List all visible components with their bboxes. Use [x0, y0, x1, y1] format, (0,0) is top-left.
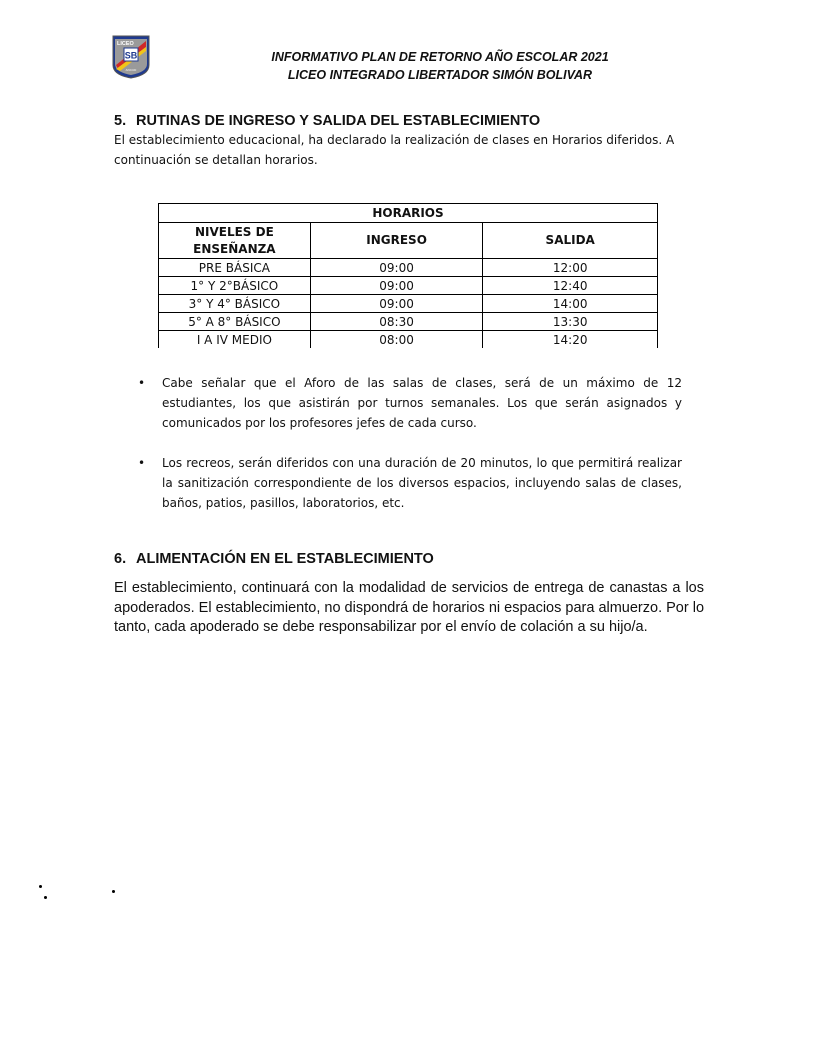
cell-entry: 09:00: [310, 277, 483, 295]
section5-intro-line2: continuación se detallan horarios.: [114, 153, 318, 167]
column-header-level: [159, 223, 311, 259]
logo-top-text: LICEO: [117, 41, 134, 47]
cell-exit: 12:00: [483, 259, 658, 277]
stray-mark: [112, 890, 115, 893]
bullet-text-recreos: Los recreos, serán diferidos con una duración de 20 minutos, lo que permitirá realizar la sanitización correspondiente de los diversos espacios, incluyendo salas de clases, baños, patios, pasillos, laboratorios, etc.: [162, 456, 682, 510]
column-header-level-line1: NIVELES DE: [194, 224, 274, 239]
cell-level: 5° A 8° BÁSICO: [159, 313, 311, 331]
cell-entry: 08:00: [310, 331, 483, 349]
table-row: [159, 259, 658, 277]
cell-entry: 09:00: [310, 259, 483, 277]
cell-exit: 13:30: [483, 313, 658, 331]
section6-heading: [114, 551, 434, 567]
section5-intro: [114, 130, 694, 170]
table-row: [159, 313, 658, 331]
column-header-level-line2: ENSEÑANZA: [193, 241, 276, 256]
document-header-line2: LICEO INTEGRADO LIBERTADOR SIMÓN BOLIVAR: [287, 68, 593, 82]
list-item: [138, 373, 682, 433]
column-header-exit: SALIDA: [483, 223, 658, 259]
cell-exit: 12:40: [483, 277, 658, 295]
logo-bottom-text: ANCUD: [125, 68, 137, 72]
schedule-table-title: HORARIOS: [159, 204, 658, 223]
cell-level: 3° Y 4° BÁSICO: [159, 295, 311, 313]
table-row: [159, 295, 658, 313]
stray-mark: [44, 896, 47, 899]
table-row: [159, 277, 658, 295]
cell-exit: 14:20: [483, 331, 658, 349]
cell-level: I A IV MEDIO: [159, 331, 311, 349]
cell-level: 1° Y 2°BÁSICO: [159, 277, 311, 295]
section6-number: 6.: [114, 551, 127, 567]
section6-body: El establecimiento, continuará con la modalidad de servicios de entrega de canastas a los apoderados. El establecimiento, no dispondrá de horarios ni espacios para almuerzo. Por lo tanto, cada apoderado se debe responsabilizar por el envío de colación a su hijo/a.: [114, 580, 705, 635]
section5-heading: [114, 113, 540, 129]
cell-level: PRE BÁSICA: [159, 259, 311, 277]
table-row: [159, 331, 658, 349]
schedule-table: [158, 203, 658, 348]
section5-intro-line1: El establecimiento educacional, ha declarado la realización de clases en Horarios diferidos. A: [114, 133, 675, 147]
section6-title: ALIMENTACIÓN EN EL ESTABLECIMIENTO: [136, 551, 434, 567]
cell-entry: 08:30: [310, 313, 483, 331]
school-crest-logo: [112, 35, 150, 79]
section5-title: RUTINAS DE INGRESO Y SALIDA DEL ESTABLECIMIENTO: [136, 113, 541, 129]
bullet-icon: •: [138, 456, 146, 470]
column-header-entry: INGRESO: [310, 223, 483, 259]
logo-initials: SB: [124, 50, 138, 61]
section5-number: 5.: [114, 113, 127, 129]
list-item: [138, 453, 682, 513]
bullet-icon: •: [138, 376, 146, 390]
document-header-line1: INFORMATIVO PLAN DE RETORNO AÑO ESCOLAR 2021: [271, 50, 609, 64]
bullet-list: [138, 373, 682, 513]
bullet-text-aforo: Cabe señalar que el Aforo de las salas de clases, será de un máximo de 12 estudiantes, los que asistirán por turnos semanales. Los que serán asignados y comunicados por los profesores jefes de cada curso.: [162, 376, 682, 430]
stray-mark: [39, 885, 42, 888]
cell-entry: 09:00: [310, 295, 483, 313]
cell-exit: 14:00: [483, 295, 658, 313]
